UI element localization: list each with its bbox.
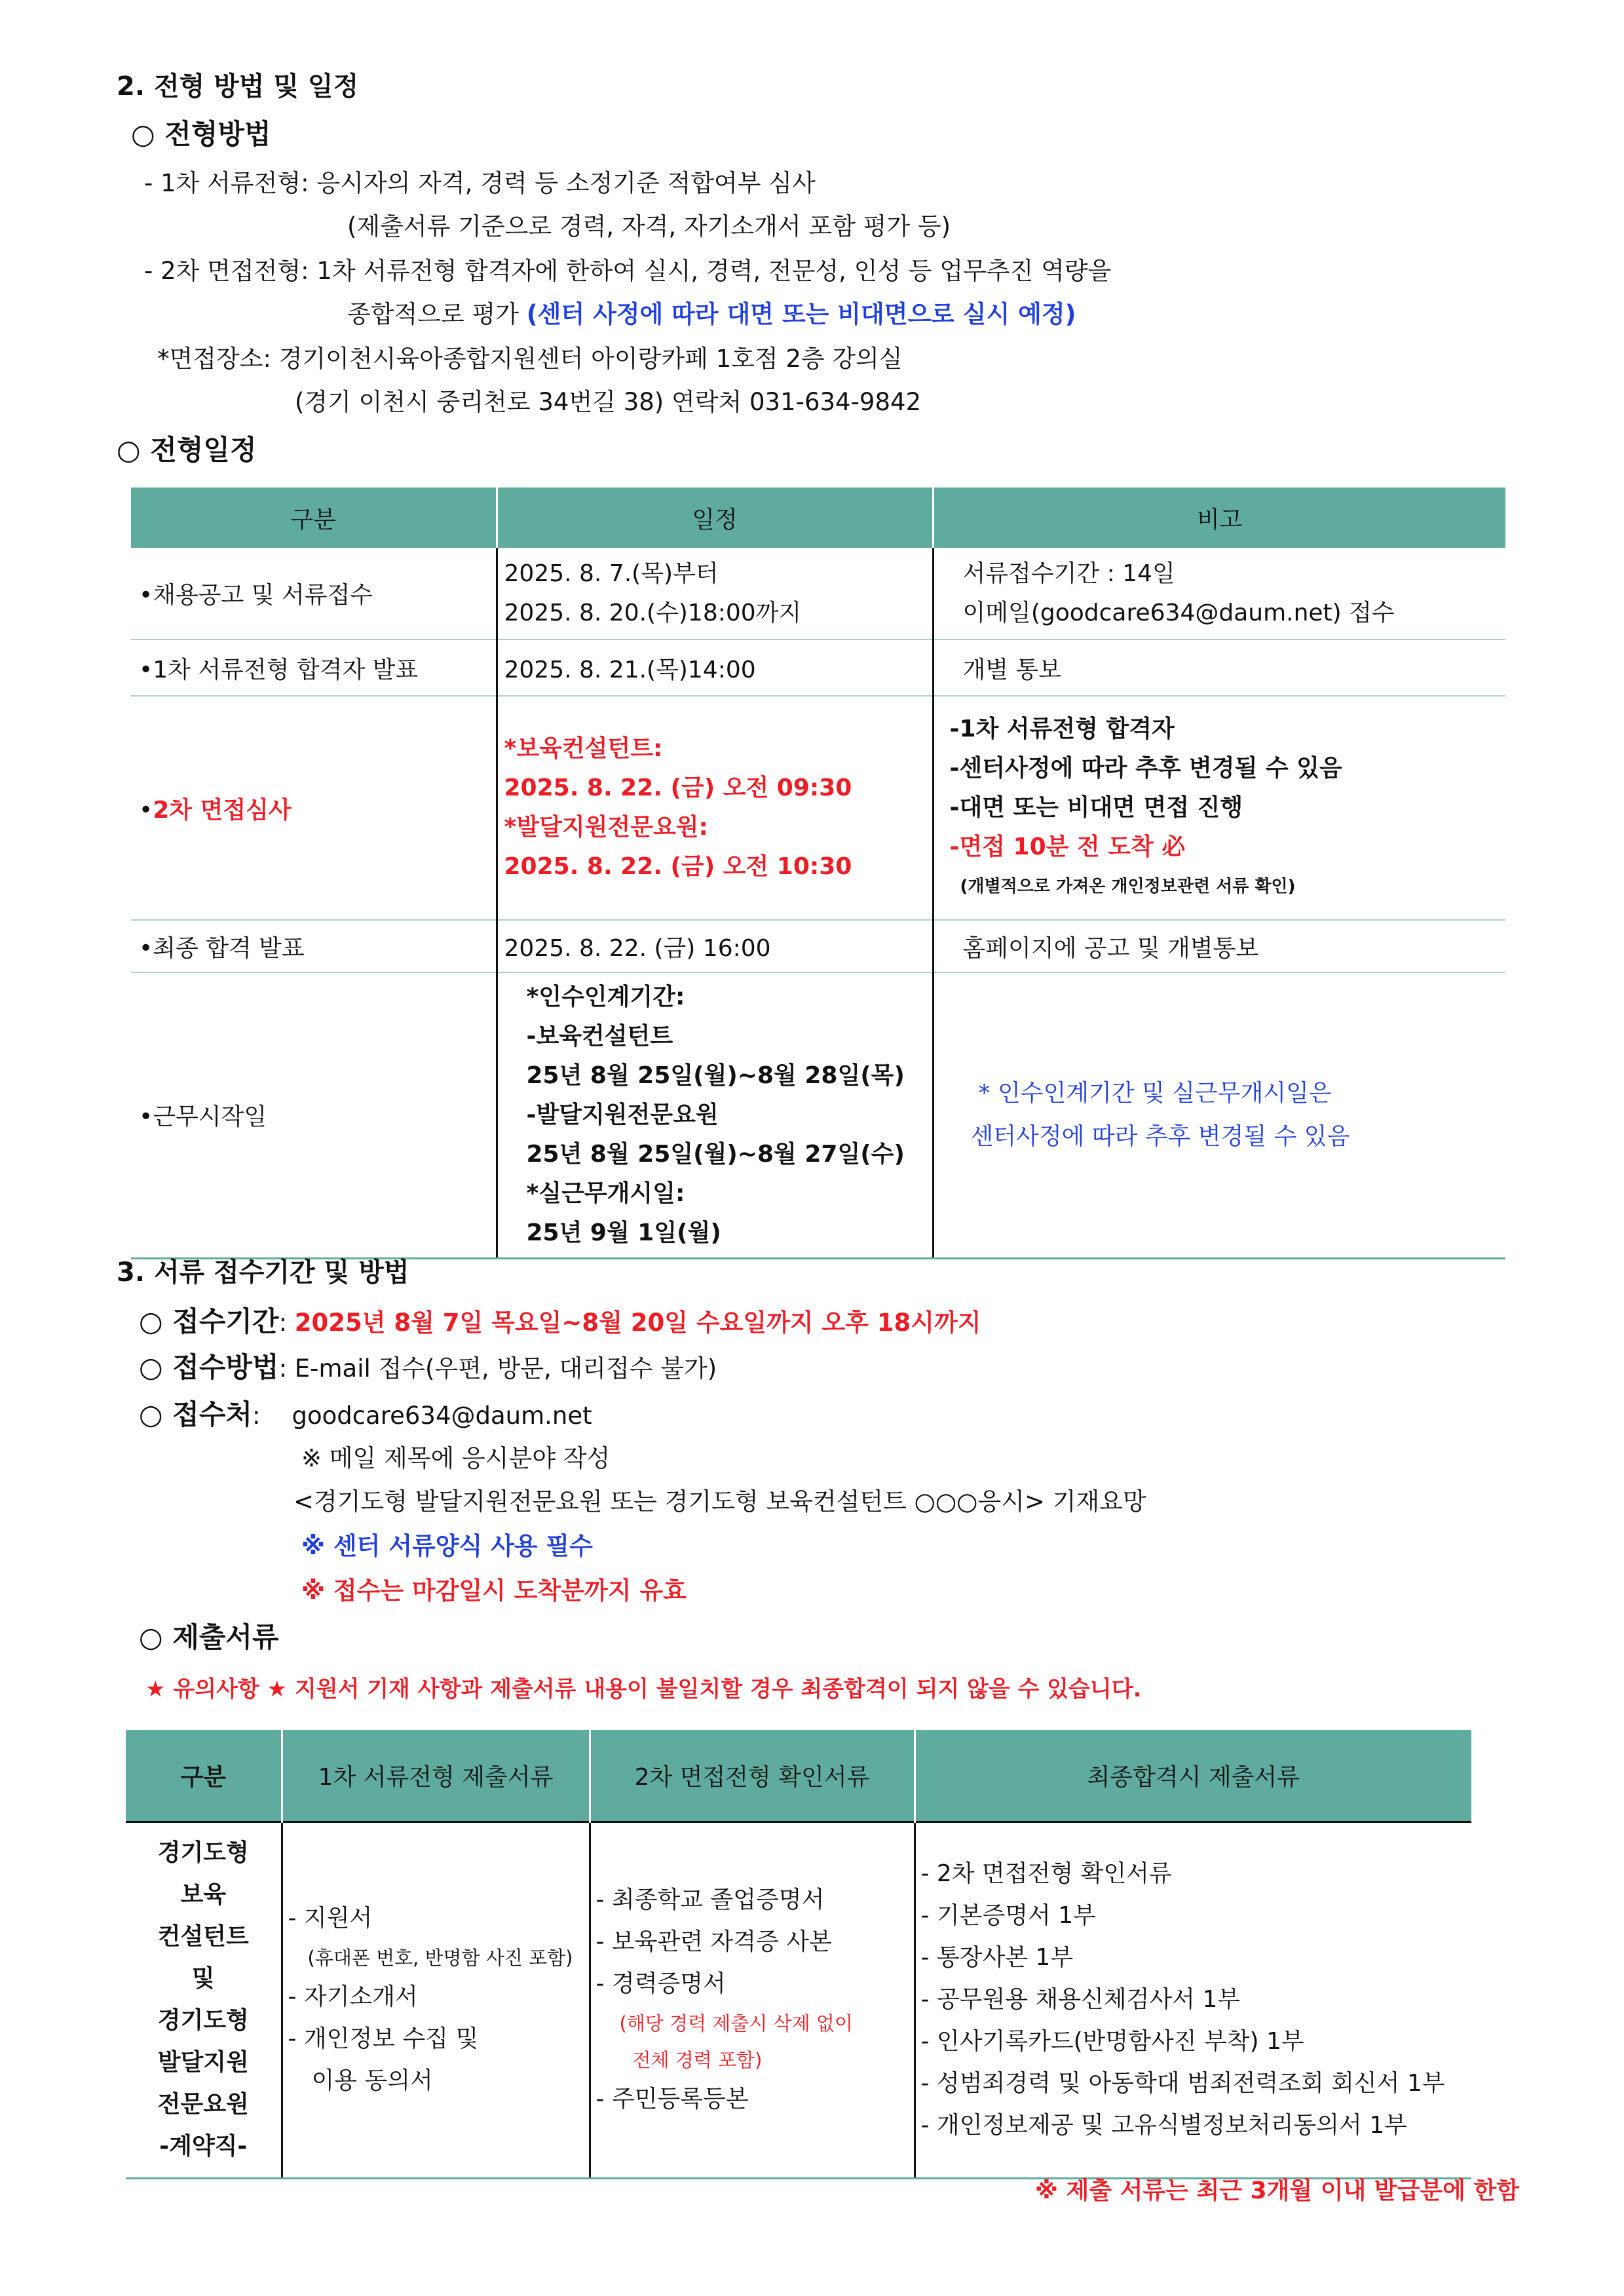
docs-header-final: 최종합격시 제출서류 bbox=[915, 1730, 1471, 1822]
docs-header-second: 2차 면접전형 확인서류 bbox=[590, 1730, 915, 1822]
address-value: goodcare634@daum.net bbox=[292, 1402, 592, 1430]
schedule-header-category: 구분 bbox=[131, 488, 497, 548]
docs-second: - 최종학교 졸업증명서 - 보육관련 자격증 사본 - 경력증명서 (해당 경력 제출시 삭제 없이 전체 경력 포함) - 주민등록등본 bbox=[590, 1822, 915, 2178]
docs-final: - 2차 면접전형 확인서류 - 기본증명서 1부 - 통장사본 1부 - 공무원용 채용신체검사서 1부 - 인사기록카드(반명함사진 부착) 1부 - 성범죄경력 및 아동학대 범죄전력조회 회신서 1부 - 개인정보제공 및 고유식별정보처리동의서 1부 bbox=[915, 1822, 1471, 2178]
row-category: •최종 합격 발표 bbox=[131, 920, 497, 972]
interview-label: 2차 면접심사 bbox=[153, 796, 292, 824]
docs-category: 경기도형 보육 컨설턴트 및 경기도형 발달지원 전문요원 -계약직- bbox=[126, 1822, 282, 2178]
row-note: -1차 서류전형 합격자 -센터사정에 따라 추후 변경될 수 있음 -대면 또는 비대면 면접 진행 -면접 10분 전 도착 必 (개별적으로 가져온 개인정보관련 서류 확인) bbox=[933, 696, 1505, 920]
table-row bbox=[131, 640, 1505, 696]
schedule-table bbox=[131, 488, 1505, 1259]
docs-header-category: 구분 bbox=[126, 1730, 282, 1822]
row-category: •근무시작일 bbox=[131, 972, 497, 1258]
first-round-text: - 1차 서류전형: 응시자의 자격, 경력 등 소정기준 적합여부 심사 bbox=[144, 169, 816, 197]
mail-note-4: ※ 접수는 마감일시 도착분까지 유효 bbox=[301, 1577, 687, 1605]
table-row bbox=[131, 920, 1505, 972]
schedule-header-date: 일정 bbox=[497, 488, 933, 548]
row-note: 개별 통보 bbox=[933, 640, 1505, 696]
period-label: ○ 접수기간 bbox=[139, 1305, 279, 1337]
row-date: *인수인계기간: -보육컨설턴트 25년 8월 25일(월)~8월 28일(목) -발달지원전문요원 25년 8월 25일(월)~8월 27일(수) *실근무개시일: 25년 9월 1일(월) bbox=[497, 972, 933, 1258]
row-note: 서류접수기간 : 14일 이메일(goodcare634@daum.net) 접수 bbox=[933, 548, 1505, 640]
row-category: •2차 면접심사 bbox=[131, 696, 497, 920]
section-2-title: 2. 전형 방법 및 일정 bbox=[117, 71, 359, 102]
table-row bbox=[131, 696, 1505, 920]
first-round-detail: (제출서류 기준으로 경력, 자격, 자기소개서 포함 평가 등) bbox=[347, 212, 951, 240]
mail-note-3: ※ 센터 서류양식 사용 필수 bbox=[301, 1532, 593, 1560]
row-date: 2025. 8. 22. (금) 16:00 bbox=[497, 920, 933, 972]
footer-note: ※ 제출 서류는 최근 3개월 이내 발급분에 한함 bbox=[1035, 2177, 1519, 2204]
row-note: * 인수인계기간 및 실근무개시일은 센터사정에 따라 추후 변경될 수 있음 bbox=[933, 972, 1505, 1258]
section-3-title: 3. 서류 접수기간 및 방법 bbox=[117, 1257, 409, 1288]
row-date: *보육컨설턴트: 2025. 8. 22. (금) 오전 09:30 *발달지원전문요원: 2025. 8. 22. (금) 오전 10:30 bbox=[497, 696, 933, 920]
method-heading: ○ 전형방법 bbox=[131, 118, 271, 150]
period-value: 2025년 8월 7일 목요일~8월 20일 수요일까지 오후 18시까지 bbox=[294, 1309, 981, 1337]
mail-note-1: ※ 메일 제목에 응시분야 작성 bbox=[301, 1444, 611, 1472]
row-date: 2025. 8. 7.(목)부터 2025. 8. 20.(수)18:00까지 bbox=[497, 548, 933, 640]
method-label: ○ 접수방법 bbox=[139, 1351, 279, 1383]
method-value: : E-mail 접수(우편, 방문, 대리접수 불가) bbox=[278, 1354, 717, 1383]
row-date: 2025. 8. 21.(목)14:00 bbox=[497, 640, 933, 696]
venue-text: *면접장소: 경기이천시육아종합지원센터 아이랑카페 1호점 2층 강의실 bbox=[157, 345, 903, 373]
caution-text: ★ 유의사항 ★ 지원서 기재 사항과 제출서류 내용이 불일치할 경우 최종합격이 되지 않을 수 있습니다. bbox=[145, 1676, 1142, 1702]
table-row bbox=[131, 972, 1505, 1258]
schedule-header-note: 비고 bbox=[933, 488, 1505, 548]
address-label: ○ 접수처 bbox=[139, 1398, 252, 1430]
row-category: •1차 서류전형 합격자 발표 bbox=[131, 640, 497, 696]
row-note: 홈페이지에 공고 및 개별통보 bbox=[933, 920, 1505, 972]
docs-heading: ○ 제출서류 bbox=[139, 1621, 279, 1653]
address-line: ○ 접수처: goodcare634@daum.net bbox=[139, 1398, 592, 1430]
row-category: •채용공고 및 서류접수 bbox=[131, 548, 497, 640]
method-line bbox=[139, 1351, 717, 1384]
mail-note-2: <경기도형 발달지원전문요원 또는 경기도형 보육컨설턴트 ○○○응시> 기재요망 bbox=[293, 1487, 1146, 1516]
second-round-detail-line bbox=[347, 300, 1076, 329]
second-round-text: - 2차 면접전형: 1차 서류전형 합격자에 한하여 실시, 경력, 전문성, 인성 등 업무추진 역량을 bbox=[144, 257, 1112, 285]
table-row bbox=[131, 548, 1505, 640]
second-round-detail: 종합적으로 평가 bbox=[347, 300, 519, 328]
period-line: ○ 접수기간: 2025년 8월 7일 목요일~8월 20일 수요일까지 오후 18시까지 bbox=[139, 1305, 981, 1337]
second-round-note: (센터 사정에 따라 대면 또는 비대면으로 실시 예정) bbox=[526, 300, 1076, 328]
docs-header-first: 1차 서류전형 제출서류 bbox=[282, 1730, 590, 1822]
schedule-heading: ○ 전형일정 bbox=[117, 434, 257, 466]
venue-address: (경기 이천시 중리천로 34번길 38) 연락처 031-634-9842 bbox=[295, 388, 922, 416]
documents-table bbox=[126, 1730, 1471, 2179]
table-row bbox=[126, 1822, 1471, 2178]
docs-first: - 지원서 (휴대폰 번호, 반명함 사진 포함) - 자기소개서 - 개인정보 수집 및 이용 동의서 bbox=[282, 1822, 590, 2178]
